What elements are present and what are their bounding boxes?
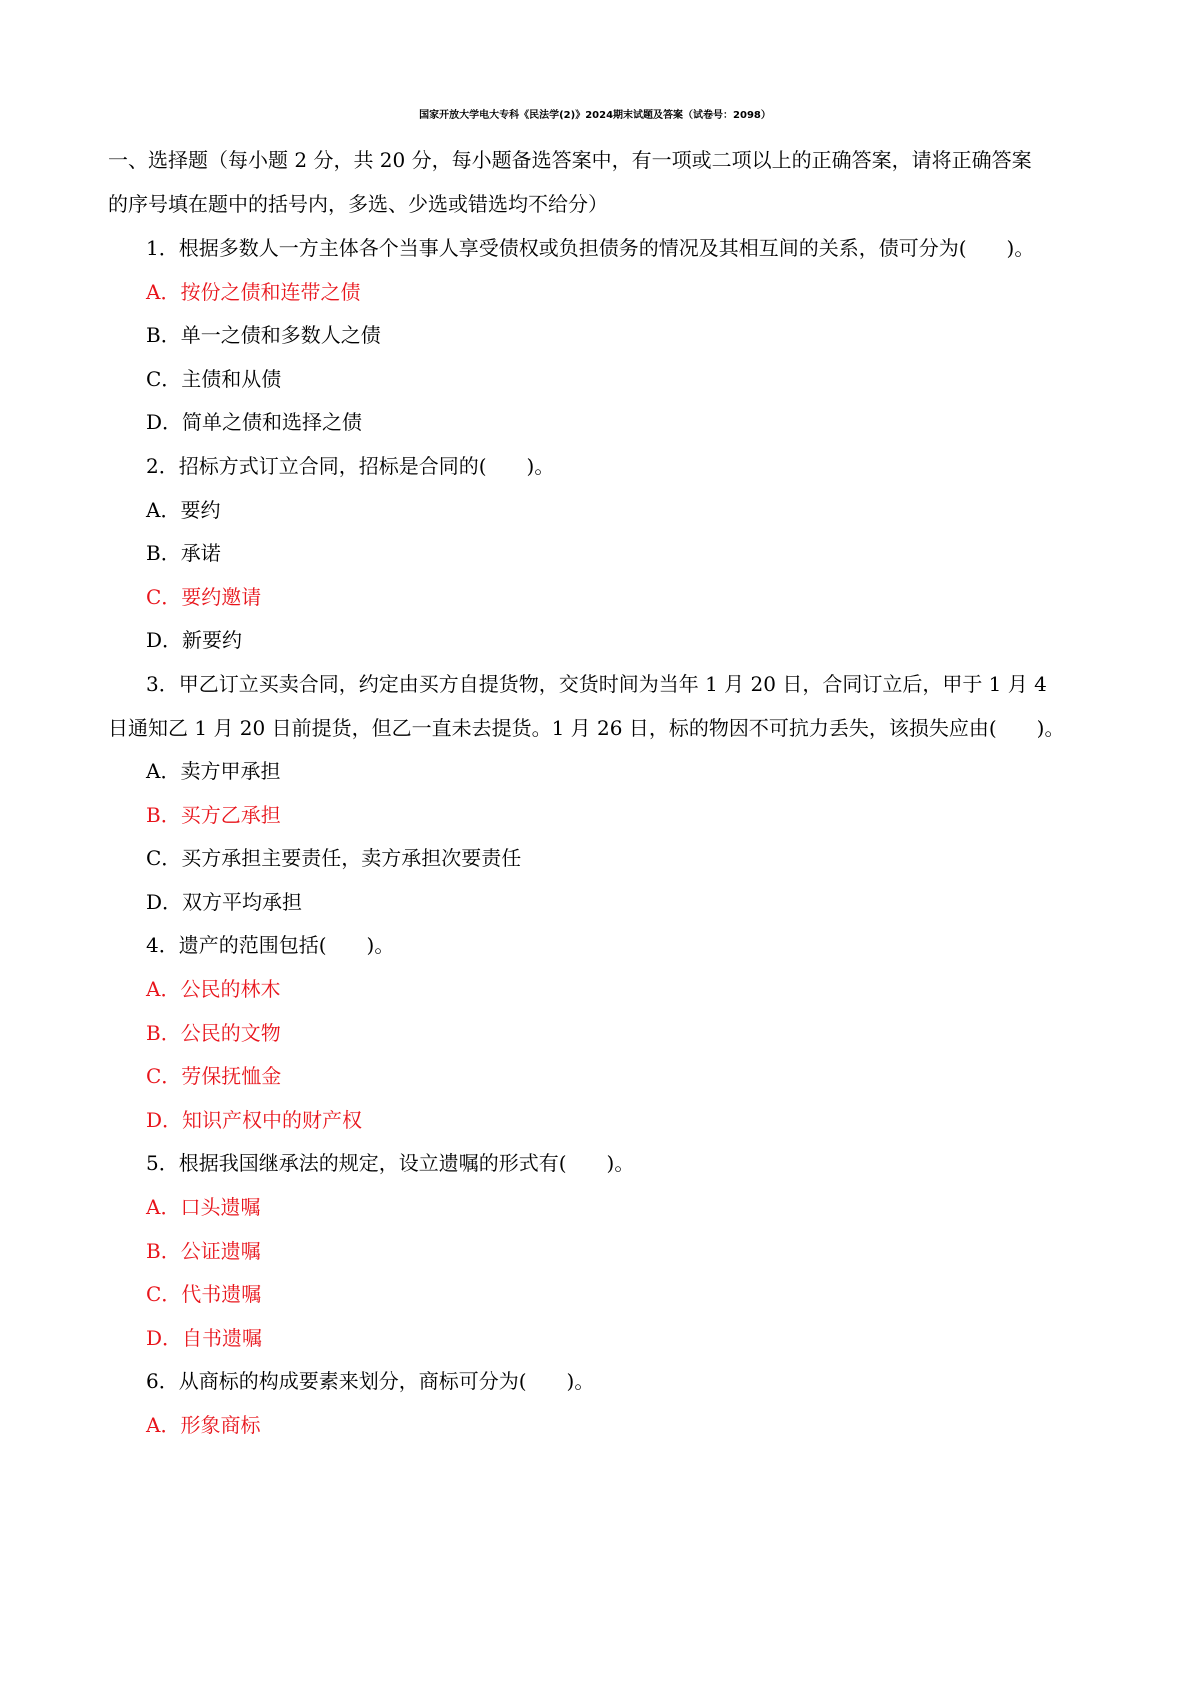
question-4-option-d: D．知识产权中的财产权 [146,1108,363,1132]
question-2-option-a: A．要约 [146,498,221,522]
question-5-option-a: A．口头遗嘱 [146,1195,261,1219]
question-4-option-a: A．公民的林木 [146,977,281,1001]
question-4-stem: 4．遗产的范围包括( )。 [146,933,395,957]
question-2-option-d: D．新要约 [146,628,243,652]
question-5-stem: 5．根据我国继承法的规定，设立遗嘱的形式有( )。 [146,1151,635,1175]
question-2-option-c: C．要约邀请 [146,585,262,609]
page-title: 国家开放大学电大专科《民法学(2)》2024期末试题及答案（试卷号：2098） [419,110,771,121]
question-3-option-c: C．买方承担主要责任，卖方承担次要责任 [146,846,522,870]
section-heading-cont: 的序号填在题中的括号内，多选、少选或错选均不给分） [108,192,608,216]
question-4-option-c: C．劳保抚恤金 [146,1064,282,1088]
question-1-option-d: D．简单之债和选择之债 [146,410,363,434]
question-1-option-a: A．按份之债和连带之债 [146,280,361,304]
question-1-stem: 1．根据多数人一方主体各个当事人享受债权或负担债务的情况及其相互间的关系，债可分为( )。 [146,236,1035,260]
question-3-stem: 3．甲乙订立买卖合同，约定由买方自提货物，交货时间为当年 1 月 20 日，合同订立后，甲于 1 月 4 [146,672,1047,696]
question-4-option-b: B．公民的文物 [146,1021,281,1045]
question-3-option-a: A．卖方甲承担 [146,759,281,783]
question-3-option-d: D．双方平均承担 [146,890,303,914]
question-1-option-c: C．主债和从债 [146,367,282,391]
question-1-option-b: B．单一之债和多数人之债 [146,323,381,347]
question-3-stem-cont: 日通知乙 1 月 20 日前提货，但乙一直未去提货。1 月 26 日，标的物因不可抗力丢失，该损失应由( )。 [108,716,1065,740]
question-2-option-b: B．承诺 [146,541,221,565]
question-5-option-c: C．代书遗嘱 [146,1282,262,1306]
question-2-stem: 2．招标方式订立合同，招标是合同的( )。 [146,454,555,478]
section-heading: 一、选择题（每小题 2 分，共 20 分，每小题备选答案中，有一项或二项以上的正确答案，请将正确答案 [108,148,1032,172]
question-6-option-a: A．形象商标 [146,1413,261,1437]
question-5-option-d: D．自书遗嘱 [146,1326,263,1350]
question-3-option-b: B．买方乙承担 [146,803,281,827]
question-5-option-b: B．公证遗嘱 [146,1239,261,1263]
question-6-stem: 6．从商标的构成要素来划分，商标可分为( )。 [146,1369,595,1393]
